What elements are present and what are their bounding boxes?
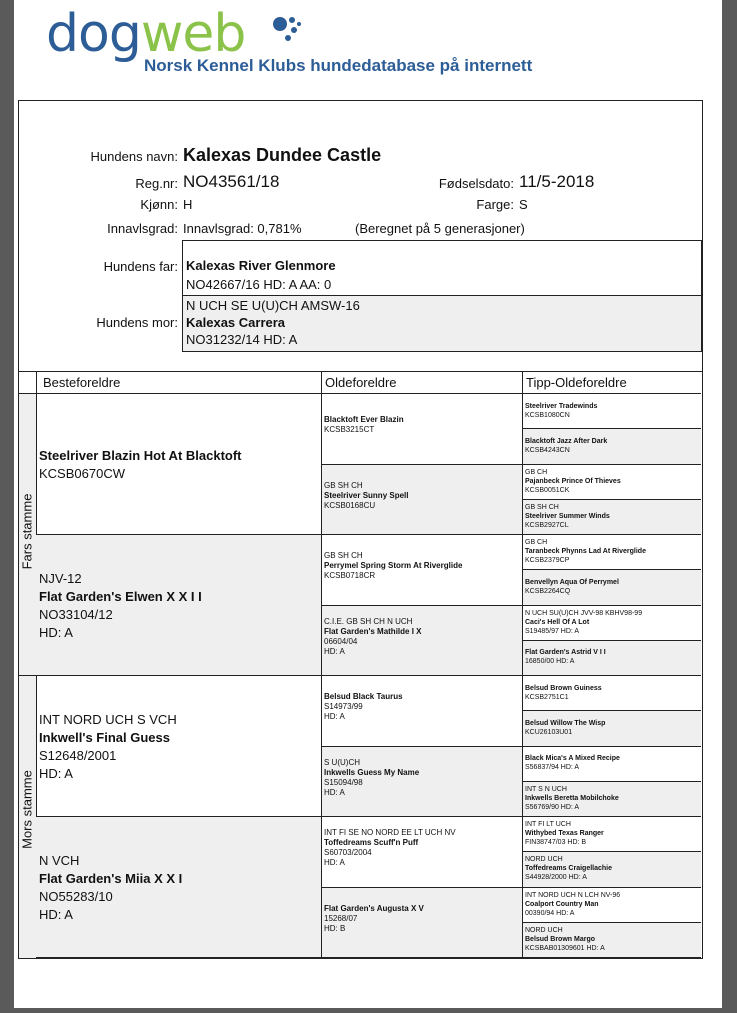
grandparent-cell: N VCH Flat Garden's Miia X X I NO55283/10 HD: A: [36, 817, 322, 958]
grandparent-cell: INT NORD UCH S VCH Inkwell's Final Guess S12648/2001 HD: A: [36, 676, 322, 817]
great-grandparent-cell: S U(U)CH Inkwells Guess My Name S15094/98 HD: A: [322, 747, 523, 818]
pedigree-table: [19, 371, 702, 959]
great-great-grandparent-cell: Flat Garden's Astrid V I I 16850/00 HD: A: [523, 641, 701, 676]
great-great-grandparent-cell: Steelriver Tradewinds KCSB1080CN: [523, 394, 701, 429]
dam-label: Hundens mor:: [96, 315, 178, 330]
inbreed-value: Innavlsgrad: 0,781%: [183, 221, 302, 236]
grandparent-cell: Steelriver Blazin Hot At Blacktoft KCSB0670CW: [36, 394, 322, 535]
great-great-grandparent-cell: INT NORD UCH N LCH NV-96 Coalport Country Man 00390/94 HD: A: [523, 888, 701, 923]
sire-info: NO42667/16 HD: A AA: 0: [186, 277, 332, 292]
dog-color: S: [519, 197, 528, 212]
inbreed-note: (Beregnet på 5 generasjoner): [355, 221, 525, 236]
sire-box: [182, 240, 702, 297]
great-grandparent-cell: GB SH CH Perrymel Spring Storm At Riverglide KCSB0718CR: [322, 535, 523, 606]
logo-wordmark: dogweb: [46, 4, 246, 64]
dam-name: Kalexas Carrera: [186, 315, 286, 330]
dam-titles: N UCH SE U(U)CH AMSW-16: [186, 298, 360, 313]
paw-dots-icon: [268, 12, 308, 48]
great-grandparent-cell: GB SH CH Steelriver Sunny Spell KCSB0168CU: [322, 465, 523, 536]
great-great-grandparent-cell: Belsud Brown Guiness KCSB2751C1: [523, 676, 701, 711]
header-besteforeldre: Besteforeldre: [36, 372, 322, 394]
header-oldeforeldre: Oldeforeldre: [322, 372, 523, 394]
side-mors-stamme: Mors stamme: [19, 676, 37, 958]
great-grandparent-cell: Flat Garden's Augusta X V 15268/07 HD: B: [322, 888, 523, 959]
great-grandparent-cell: INT FI SE NO NORD EE LT UCH NV Toffedreams Scuff'n Puff S60703/2004 HD: A: [322, 817, 523, 888]
logo-subtitle: Norsk Kennel Klubs hundedatabase på internett: [144, 56, 533, 75]
color-label: Farge:: [476, 197, 514, 212]
great-great-grandparent-cell: Black Mica's A Mixed Recipe S56837/94 HD: A: [523, 747, 701, 782]
sex-label: Kjønn:: [140, 197, 178, 212]
great-grandparent-cell: Blacktoft Ever Blazin KCSB3215CT: [322, 394, 523, 465]
sire-name: Kalexas River Glenmore: [186, 258, 336, 273]
great-great-grandparent-cell: INT FI LT UCH Withybed Texas Ranger FIN38747/03 HD: B: [523, 817, 701, 852]
great-great-grandparent-cell: NORD UCH Belsud Brown Margo KCSBAB01309601 HD: A: [523, 923, 701, 958]
great-great-grandparent-cell: NORD UCH Toffedreams Craigellachie S44928/2000 HD: A: [523, 852, 701, 887]
great-great-grandparent-cell: N UCH SU(U)CH JVV-98 KBHV98-99 Caci's Hell Of A Lot S19485/97 HD: A: [523, 606, 701, 641]
inbreed-label: Innavlsgrad:: [107, 221, 178, 236]
header-tipp-oldeforeldre: Tipp-Oldeforeldre: [523, 372, 701, 394]
dam-info: NO31232/14 HD: A: [186, 332, 298, 347]
birth-label: Fødselsdato:: [438, 176, 514, 191]
header-corner: [19, 372, 37, 394]
great-great-grandparent-cell: GB SH CH Steelriver Summer Winds KCSB2927CL: [523, 500, 701, 535]
name-label: Hundens navn:: [90, 149, 178, 164]
great-great-grandparent-cell: GB CH Pajanbeck Prince Of Thieves KCSB0051CK: [523, 465, 701, 500]
great-grandparent-cell: Belsud Black Taurus S14973/99 HD: A: [322, 676, 523, 747]
great-great-grandparent-cell: INT S N UCH Inkwells Beretta Mobilchoke S56769/90 HD: A: [523, 782, 701, 817]
great-great-grandparent-cell: Belsud Willow The Wisp KCU26103U01: [523, 711, 701, 746]
dog-name: Kalexas Dundee Castle: [183, 145, 382, 165]
pedigree-frame: [18, 100, 703, 959]
sire-label: Hundens far:: [103, 259, 178, 274]
great-great-grandparent-cell: Blacktoft Jazz After Dark KCSB4243CN: [523, 429, 701, 464]
great-great-grandparent-cell: Benvellyn Aqua Of Perrymel KCSB2264CQ: [523, 570, 701, 605]
great-great-grandparent-cell: GB CH Taranbeck Phynns Lad At Riverglide KCSB2379CP: [523, 535, 701, 570]
dog-birth: 11/5-2018: [519, 172, 595, 191]
dog-reg: NO43561/18: [183, 172, 280, 191]
grandparent-cell: NJV-12 Flat Garden's Elwen X X I I NO33104/12 HD: A: [36, 535, 322, 676]
dam-box: [182, 295, 702, 352]
side-fars-stamme: Fars stamme: [19, 394, 37, 676]
great-grandparent-cell: C.I.E. GB SH CH N UCH Flat Garden's Mathilde I X 06604/04 HD: A: [322, 606, 523, 677]
reg-label: Reg.nr:: [135, 176, 178, 191]
dog-sex: H: [183, 197, 193, 212]
